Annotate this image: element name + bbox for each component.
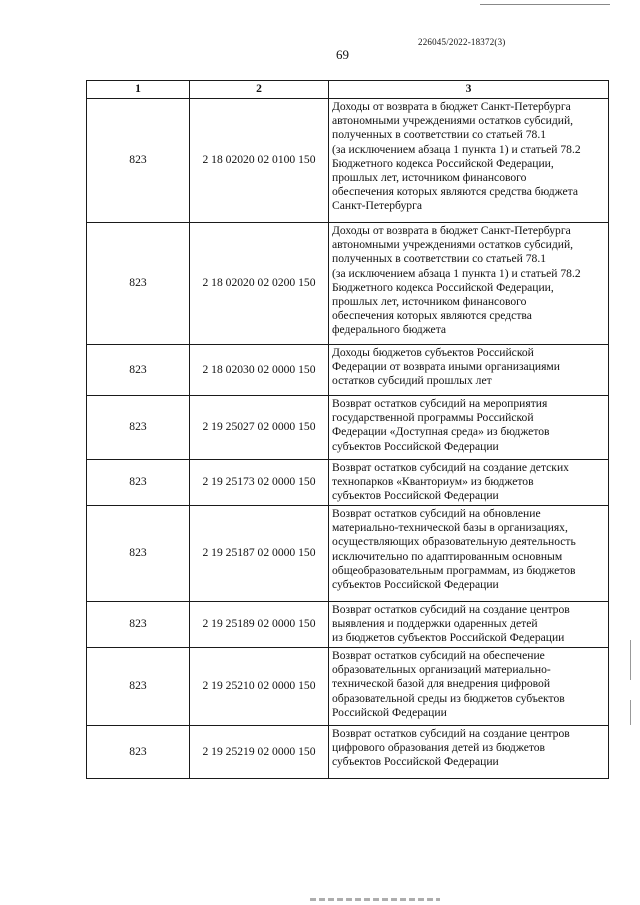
scan-artifact-footer [310, 898, 440, 901]
scan-artifact-edge [630, 700, 631, 725]
page-number: 69 [336, 47, 349, 62]
kbk-code-cell: 2 19 25219 02 0000 150 [190, 726, 329, 779]
admin-code-cell: 823 [87, 345, 190, 396]
table-row [87, 396, 609, 460]
description-cell [329, 345, 609, 396]
document-id: 226045/2022-18372(3) [418, 37, 506, 47]
description-cell [329, 648, 609, 726]
description-cell [329, 506, 609, 602]
kbk-code-cell: 2 18 02020 02 0100 150 [190, 99, 329, 223]
description-cell [329, 460, 609, 506]
table-header-row [87, 81, 609, 99]
description-text: Возврат остатков субсидий на обеспечение образовательных организаций материально- технической базой для внедрения цифровой образовательной среды из бюджетов субъектов Российской Федерации [332, 649, 565, 719]
kbk-code-cell: 2 18 02030 02 0000 150 [190, 345, 329, 396]
budget-codes-table [86, 80, 609, 779]
description-cell [329, 223, 609, 345]
admin-code-cell: 823 [87, 460, 190, 506]
table-row [87, 460, 609, 506]
description-text: Доходы от возврата в бюджет Санкт-Петербурга автономными учреждениями остатков субсидий, полученных в соответствии со статьей 78.1 (за исключением абзаца 1 пункта 1) и статьей 78.2 Бюджетного кодекса Российской Федерации, прошлых лет, источником финансового обеспечения которых являются средства федерального бюджета [332, 224, 581, 337]
table-row [87, 99, 609, 223]
table-row [87, 223, 609, 345]
description-text: Возврат остатков субсидий на создание центров цифрового образования детей из бюджетов субъектов Российской Федерации [332, 727, 570, 769]
description-text: Доходы бюджетов субъектов Российской Федерации от возврата иными организациями остатков субсидий прошлых лет [332, 346, 560, 388]
admin-code-cell: 823 [87, 99, 190, 223]
admin-code-cell: 823 [87, 648, 190, 726]
description-text: Возврат остатков субсидий на создание детских технопарков «Кванториум» из бюджетов субъектов Российской Федерации [332, 461, 569, 503]
description-cell [329, 99, 609, 223]
admin-code-cell: 823 [87, 396, 190, 460]
kbk-code-cell: 2 18 02020 02 0200 150 [190, 223, 329, 345]
table-row [87, 726, 609, 779]
table-row [87, 506, 609, 602]
admin-code-cell: 823 [87, 726, 190, 779]
description-cell [329, 396, 609, 460]
column-header-1: 1 [87, 81, 190, 99]
description-cell [329, 726, 609, 779]
kbk-code-cell: 2 19 25027 02 0000 150 [190, 396, 329, 460]
column-header-3: 3 [329, 81, 609, 99]
description-text: Возврат остатков субсидий на мероприятия государственной программы Российской Федерации «Доступная среда» из бюджетов субъектов Российской Федерации [332, 397, 550, 453]
description-text: Возврат остатков субсидий на создание центров выявления и поддержки одаренных детей из бюджетов субъектов Российской Федерации [332, 603, 570, 645]
kbk-code-cell: 2 19 25187 02 0000 150 [190, 506, 329, 602]
table-row [87, 648, 609, 726]
kbk-code-cell: 2 19 25173 02 0000 150 [190, 460, 329, 506]
description-text: Доходы от возврата в бюджет Санкт-Петербурга автономными учреждениями остатков субсидий, полученных в соответствии со статьей 78.1 (за исключением абзаца 1 пункта 1) и статьей 78.2 Бюджетного кодекса Российской Федерации, прошлых лет, источником финансового обеспечения которых являются средства бюджета Санкт-Петербурга [332, 100, 581, 213]
column-header-2: 2 [190, 81, 329, 99]
description-cell [329, 602, 609, 648]
kbk-code-cell: 2 19 25189 02 0000 150 [190, 602, 329, 648]
admin-code-cell: 823 [87, 506, 190, 602]
scan-artifact-edge [630, 640, 631, 680]
admin-code-cell: 823 [87, 602, 190, 648]
description-text: Возврат остатков субсидий на обновление материально-технической базы в организациях, осуществляющих образовательную деятельность исключительно по адаптированным основным общеобразовательным программам, из бюджетов субъектов Российской Федерации [332, 507, 576, 592]
table-row [87, 345, 609, 396]
table-row [87, 602, 609, 648]
admin-code-cell: 823 [87, 223, 190, 345]
scan-artifact-rule [480, 4, 610, 5]
kbk-code-cell: 2 19 25210 02 0000 150 [190, 648, 329, 726]
